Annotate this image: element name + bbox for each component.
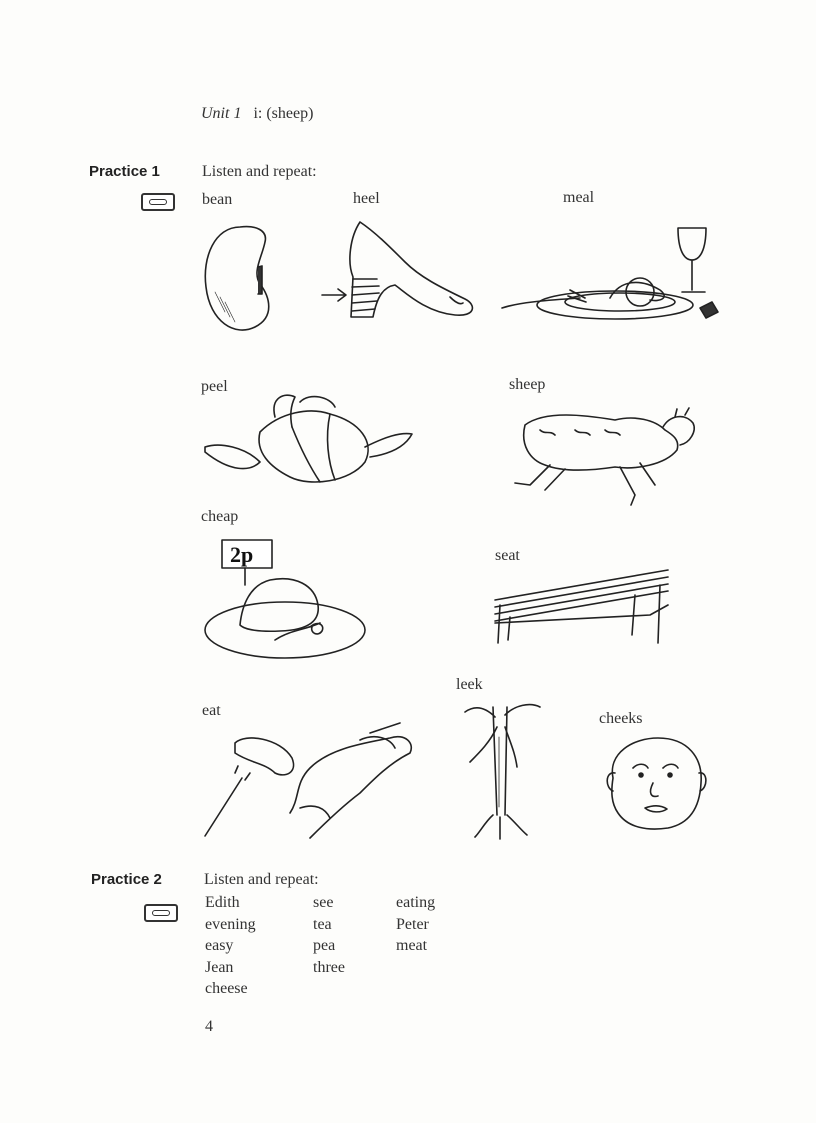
practice2-label: Practice 2 bbox=[91, 871, 162, 888]
practice1-instruction: Listen and repeat: bbox=[202, 163, 317, 180]
peel-illustration bbox=[200, 392, 415, 492]
word-item: Jean bbox=[205, 958, 234, 976]
word-leek: leek bbox=[456, 676, 483, 693]
word-column-1 bbox=[205, 892, 256, 1000]
word-item: Peter bbox=[396, 915, 429, 933]
word-item: pea bbox=[313, 937, 336, 954]
word-item: tea bbox=[313, 915, 332, 933]
word-peel: peel bbox=[201, 378, 228, 395]
word-item: see bbox=[313, 894, 334, 911]
word-eat: eat bbox=[202, 702, 221, 719]
word-item: evening bbox=[205, 915, 256, 933]
word-item: cheese bbox=[205, 980, 248, 997]
eat-illustration bbox=[200, 718, 425, 843]
word-heel: heel bbox=[353, 190, 380, 207]
cassette-icon[interactable] bbox=[144, 904, 178, 922]
cassette-icon[interactable] bbox=[141, 193, 175, 211]
word-item: eating bbox=[396, 894, 436, 911]
bean-illustration bbox=[200, 222, 280, 342]
word-column-3 bbox=[396, 892, 435, 957]
word-column-2 bbox=[313, 892, 345, 978]
cheeks-illustration bbox=[603, 733, 708, 833]
word-item: meat bbox=[396, 937, 428, 954]
seat-illustration bbox=[490, 565, 675, 650]
phoneme-label: i: (sheep) bbox=[253, 105, 314, 122]
practice2-instruction: Listen and repeat: bbox=[204, 871, 319, 888]
leek-illustration bbox=[455, 697, 545, 842]
price-tag-label: 2p bbox=[230, 542, 254, 567]
unit-label: Unit 1 bbox=[201, 105, 242, 122]
word-seat: seat bbox=[495, 547, 520, 564]
word-item: easy bbox=[205, 937, 234, 954]
word-cheeks: cheeks bbox=[599, 710, 643, 727]
word-bean: bean bbox=[202, 191, 233, 208]
page-number: 4 bbox=[205, 1018, 213, 1035]
word-item: three bbox=[313, 958, 345, 976]
meal-illustration bbox=[500, 220, 735, 330]
word-meal: meal bbox=[563, 189, 595, 206]
sheep-illustration bbox=[505, 405, 700, 510]
practice1-label: Practice 1 bbox=[89, 163, 160, 180]
heel-illustration bbox=[345, 217, 480, 322]
unit-header bbox=[201, 105, 313, 123]
word-sheep: sheep bbox=[509, 376, 546, 393]
word-item: Edith bbox=[205, 894, 240, 911]
cheap-illustration bbox=[200, 535, 370, 665]
word-cheap: cheap bbox=[201, 508, 239, 525]
